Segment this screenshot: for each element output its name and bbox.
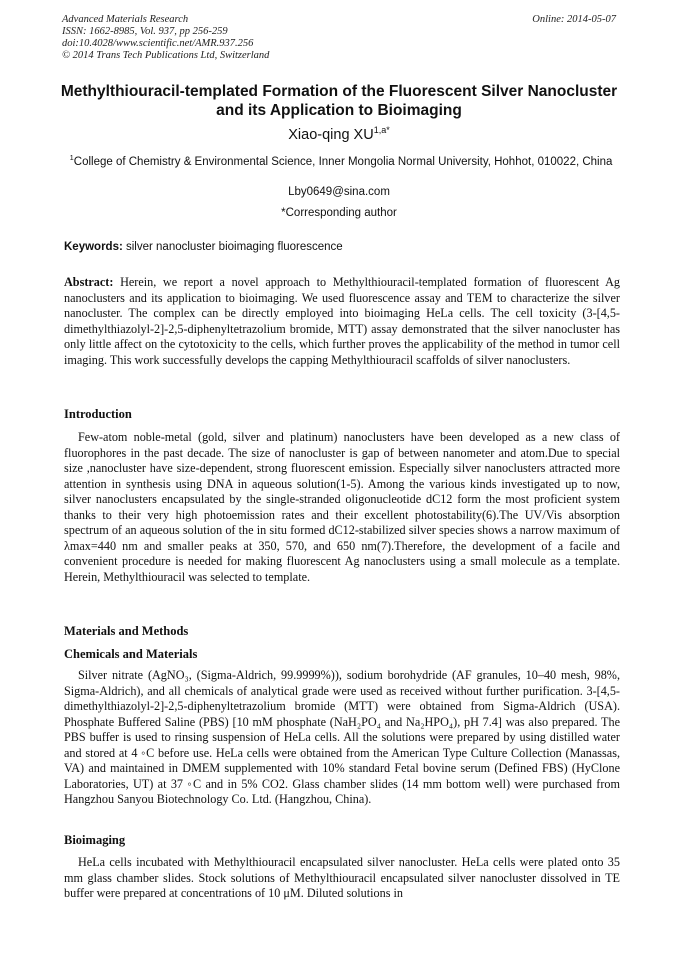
introduction-heading: Introduction	[64, 407, 132, 421]
chemicals-heading: Chemicals and Materials	[64, 647, 198, 661]
corresponding-note: *Corresponding author	[281, 207, 397, 219]
author-superscript: 1,a*	[373, 125, 390, 135]
journal-name: Advanced Materials Research	[62, 14, 189, 25]
keywords-text: silver nanocluster bioimaging fluorescence	[126, 241, 343, 253]
abstract-text: Herein, we report a novel approach to Methylthiouracil-templated formation of fluorescent Ag nanoclusters and its application to bioimaging. We used fluorescence assay and TEM to characterize the silver nanocluster. The complex can be directly employed into bioimaging HeLa cells. The cell toxicity (3-[4,5-dimethylthiazolyl-2]-2,5-diphenyltetrazolium bromide, MTT) assay demonstrated that the silver nanocluster has only little affect on the cytotoxicity to the cells, which further proves the applicability of the method in tumor cell imaging. This work successfully develops the capping Methylthiouracil scaffolds of silver nanoclusters.	[64, 275, 620, 367]
paper-title: Methylthiouracil-templated Formation of the Fluorescent Silver Nanocluster and its Application to Bioimaging	[60, 83, 618, 119]
journal-header	[62, 14, 618, 62]
keywords-label: Keywords:	[64, 241, 123, 253]
abstract	[64, 275, 620, 368]
journal-doi: doi:10.4028/www.scientific.net/AMR.937.256	[62, 38, 254, 49]
affiliation-text: College of Chemistry & Environmental Science, Inner Mongolia Normal University, Hohhot, 010022, China	[73, 155, 613, 168]
online-date: Online: 2014-05-07	[532, 14, 616, 25]
affiliation	[62, 150, 620, 170]
author-name: Xiao-qing XU	[288, 126, 374, 143]
journal-copyright: © 2014 Trans Tech Publications Ltd, Switzerland	[62, 50, 270, 61]
author-line	[60, 125, 618, 143]
keywords	[64, 241, 620, 253]
methods-heading: Materials and Methods	[64, 624, 189, 638]
introduction-paragraph: Few-atom noble-metal (gold, silver and platinum) nanoclusters have been developed as a new class of fluorophores in the past decade. The size of nanocluster is gap of between nanometer and atom.Due to special size ,nanocluster have size-dependent, strong fluorescent emission. Especially silver nanoclusters attracted more attention in synthesis using DNA in aqueous solution(1-5). Among the various kinds investigated up to now, silver nanoclusters encapsulated by the single-stranded oligonucleotide dC12 form the most proficient system thanks to their very high photoemission rates and their excellent photostability(6).The UV/Vis absorption spectrum of an aqueous solution of the in situ formed dC12-stabilized silver species shows a narrow maximum of λmax=440 nm and smaller peaks at 350, 570, and 650 nm(7).Therefore, the development of a facile and convenient procedure is needed for making fluorescent Ag nanoclusters using a small molecule as a template. Herein, Methylthiouracil was selected to template.	[64, 430, 620, 584]
author-email[interactable]: Lby0649@sina.com	[288, 186, 390, 198]
abstract-label: Abstract:	[64, 275, 114, 289]
affiliation-superscript: 1	[69, 153, 74, 162]
bioimaging-paragraph: HeLa cells incubated with Methylthiouracil encapsulated silver nanocluster. HeLa cells were plated onto 35 mm glass chamber slides. Stock solutions of Methylthiouracil encapsulated silver nanocluster dissolved in TE buffer were prepared at concentrations of 10 μM. Diluted solutions in	[64, 855, 620, 900]
chemicals-paragraph: Silver nitrate (AgNO₃, (Sigma-Aldrich, 99.9999%)), sodium borohydride (AF granules, 10–40 mesh, 98%, Sigma-Aldrich), and all chemicals of analytical grade were used as received without further purification. 3-[4,5-dimethylthiazolyl-2]-2,5-diphenyltetrazolium bromide (MTT) were obtained from Sigma-Aldrich (USA). Phosphate Buffered Saline (PBS) [10 mM phosphate (NaH₂PO₄ and Na₂HPO₄), pH 7.4] was also prepared. The PBS buffer is used to rinsing suspension of HeLa cells. All the solutions were prepared by using distilled water and stored at 4 ◦C before use. HeLa cells were obtained from the American Type Culture Collection (Manassas, VA) and maintained in DMEM supplemented with 10% standard Fetal bovine serum (Defined FBS) (HyClone Laboratories, UT) at 37 ◦C and in 5% CO2. Glass chamber slides (14 mm bottom well) were purchased from Hangzhou Sanyou Biotechnology Co. Ltd. (Hangzhou, China).	[64, 668, 620, 806]
bioimaging-heading: Bioimaging	[64, 833, 126, 847]
journal-issn: ISSN: 1662-8985, Vol. 937, pp 256-259	[62, 26, 228, 37]
